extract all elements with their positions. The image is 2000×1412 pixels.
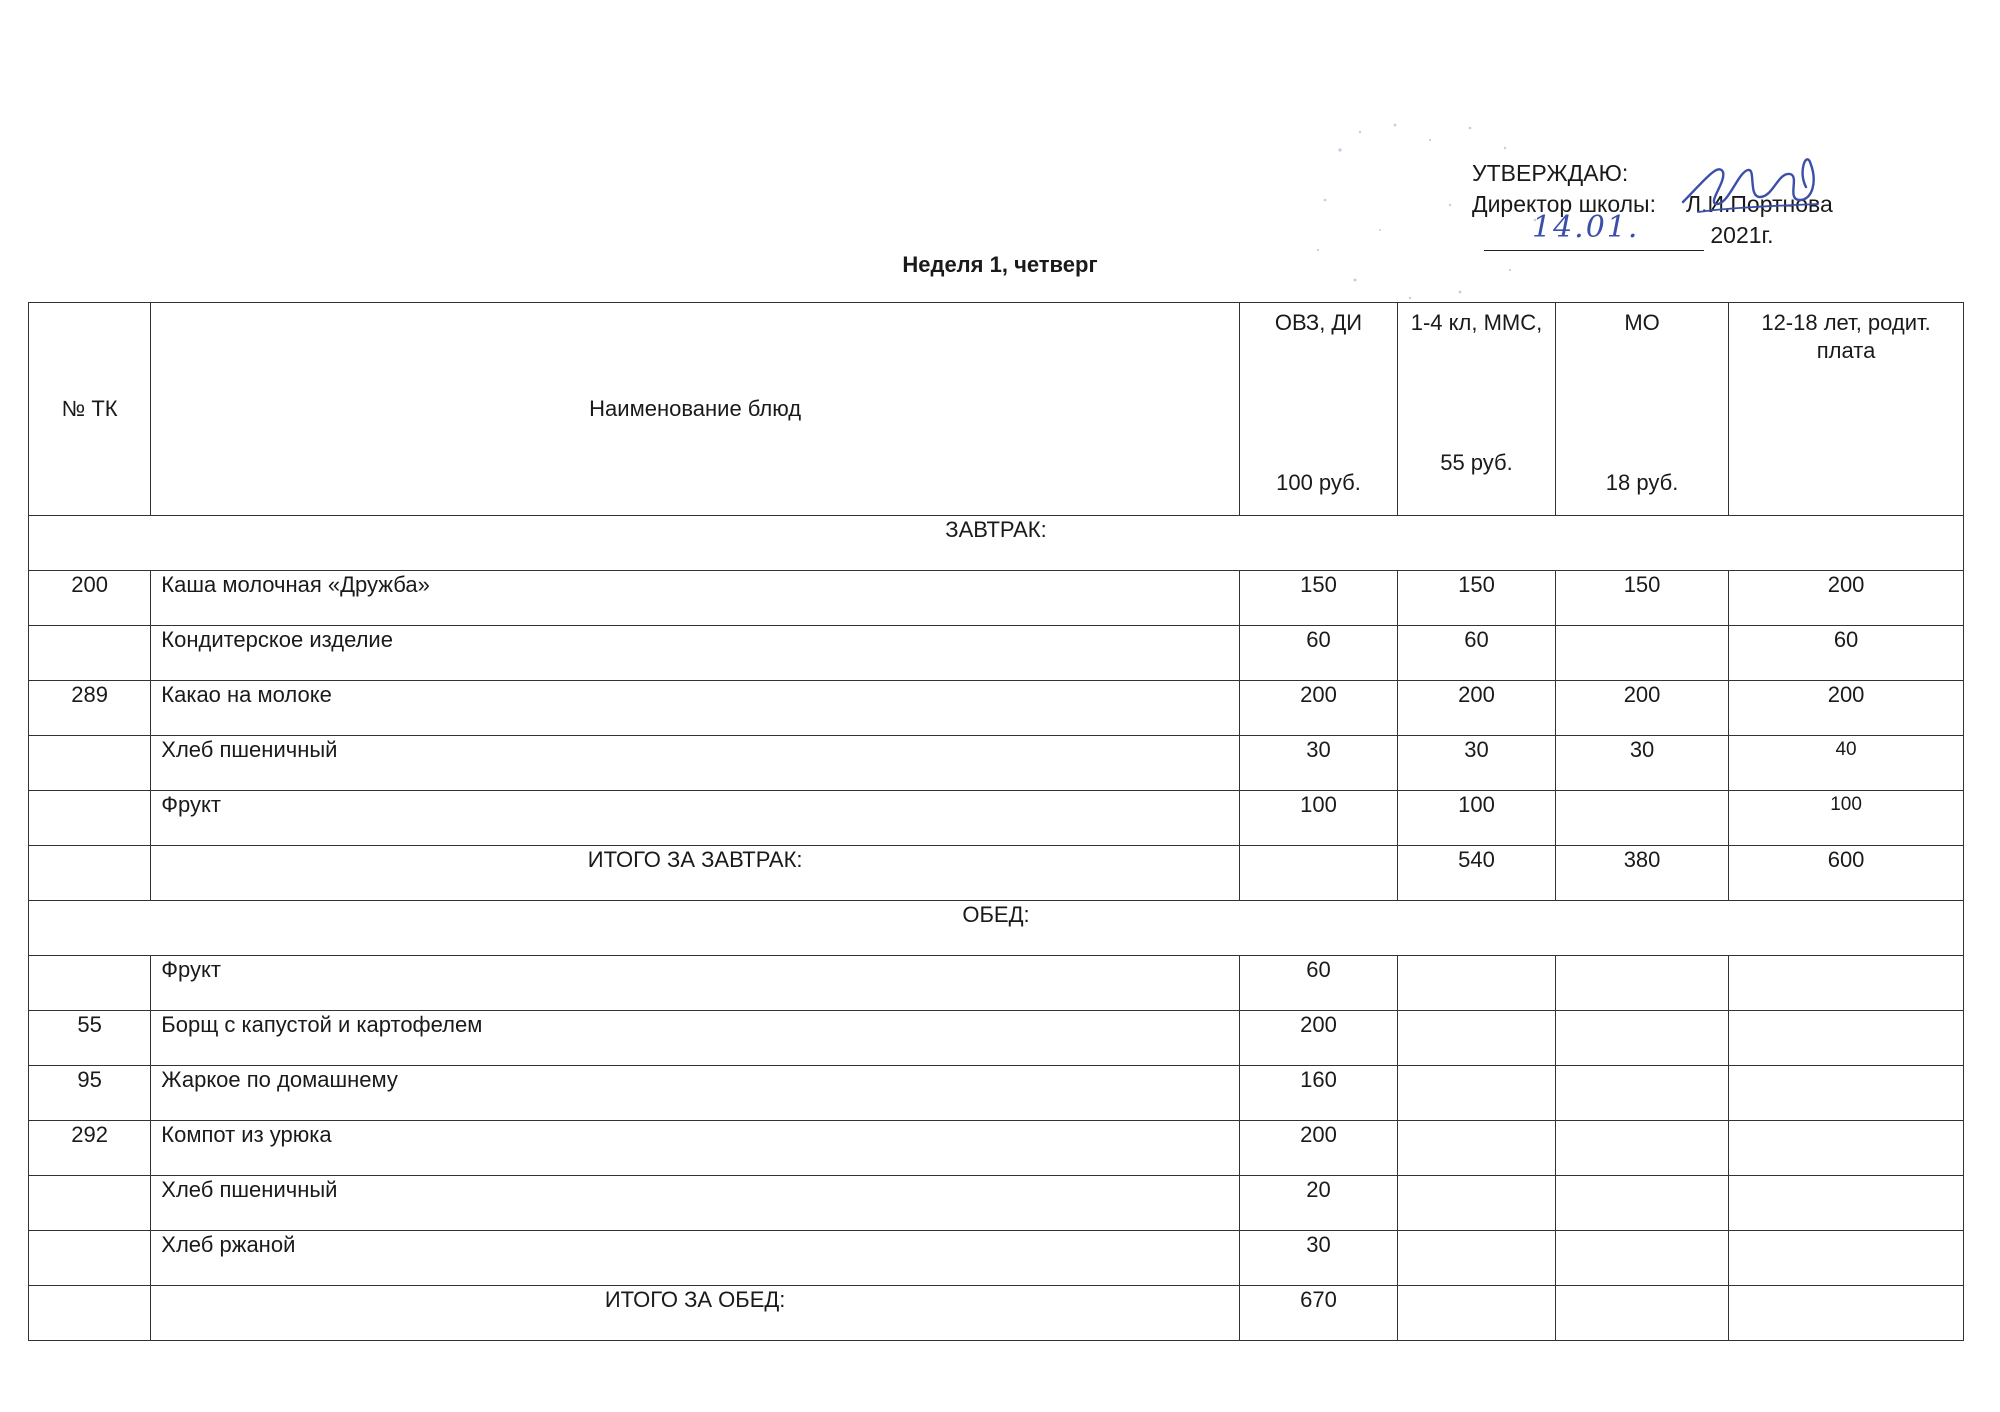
header-col2 [1397, 303, 1555, 516]
section-title-breakfast: ЗАВТРАК: [29, 516, 1964, 571]
total-value-cell [1397, 1286, 1555, 1341]
approval-year: 2021г. [1710, 222, 1774, 248]
handwritten-date: 14.01. [1532, 210, 1640, 245]
value-cell: 30 [1239, 1231, 1397, 1286]
dish-name-cell: Компот из урюка [151, 1121, 1240, 1176]
value-cell [1555, 1066, 1728, 1121]
table-row [29, 1231, 1964, 1286]
value-cell [1555, 1121, 1728, 1176]
value-cell [1729, 956, 1964, 1011]
tk-cell: 292 [29, 1121, 151, 1176]
table-header-row [29, 303, 1964, 516]
table-row [29, 571, 1964, 626]
section-row-lunch [29, 901, 1964, 956]
value-cell: 100 [1239, 791, 1397, 846]
header-col3-price: 18 руб. [1605, 470, 1679, 495]
tk-cell: 200 [29, 571, 151, 626]
header-col3-title: МО [1624, 310, 1660, 335]
value-cell [1729, 1011, 1964, 1066]
value-cell: 150 [1397, 571, 1555, 626]
header-col1 [1239, 303, 1397, 516]
section-row-breakfast [29, 516, 1964, 571]
tk-cell [29, 791, 151, 846]
total-value-cell [1729, 1286, 1964, 1341]
section-title-lunch: ОБЕД: [29, 901, 1964, 956]
value-cell: 150 [1239, 571, 1397, 626]
header-col4 [1729, 303, 1964, 516]
total-value-cell [1555, 1286, 1728, 1341]
header-col4-title: 12-18 лет, родит. плата [1761, 310, 1931, 363]
value-cell: 200 [1397, 681, 1555, 736]
director-label: Директор школы: [1472, 191, 1656, 217]
total-value-cell [1239, 846, 1397, 901]
table-row [29, 1066, 1964, 1121]
value-cell [1397, 1231, 1555, 1286]
value-cell: 30 [1239, 736, 1397, 791]
dish-name-cell: Фрукт [151, 791, 1240, 846]
signature-icon [1678, 142, 1828, 222]
value-cell: 60 [1239, 956, 1397, 1011]
dish-name-cell: Жаркое по домашнему [151, 1066, 1240, 1121]
table-row [29, 791, 1964, 846]
value-cell [1729, 1121, 1964, 1176]
table-row [29, 681, 1964, 736]
value-cell: 200 [1729, 571, 1964, 626]
dish-name-cell: Хлеб пшеничный [151, 736, 1240, 791]
tk-cell [29, 1231, 151, 1286]
table-row [29, 1176, 1964, 1231]
total-label-lunch: ИТОГО ЗА ОБЕД: [151, 1286, 1240, 1341]
page-title: Неделя 1, четверг [902, 252, 1098, 277]
tk-cell: 55 [29, 1011, 151, 1066]
value-cell [1555, 791, 1728, 846]
dish-name-cell: Борщ с капустой и картофелем [151, 1011, 1240, 1066]
value-cell [1397, 1066, 1555, 1121]
value-cell [1397, 1121, 1555, 1176]
value-cell: 40 [1729, 736, 1964, 791]
value-cell: 60 [1397, 626, 1555, 681]
value-cell: 160 [1239, 1066, 1397, 1121]
header-col1-price: 100 руб. [1276, 470, 1361, 495]
table-row [29, 626, 1964, 681]
value-cell: 200 [1239, 681, 1397, 736]
value-cell: 200 [1239, 1011, 1397, 1066]
tk-cell [29, 626, 151, 681]
value-cell [1397, 956, 1555, 1011]
value-cell [1555, 626, 1728, 681]
table-row [29, 1011, 1964, 1066]
date-line [1484, 210, 1704, 251]
header-name: Наименование блюд [151, 303, 1240, 516]
value-cell: 30 [1397, 736, 1555, 791]
total-label-breakfast: ИТОГО ЗА ЗАВТРАК: [151, 846, 1240, 901]
value-cell: 200 [1729, 681, 1964, 736]
value-cell [1555, 1011, 1728, 1066]
table-row [29, 956, 1964, 1011]
tk-cell [29, 1286, 151, 1341]
value-cell [1729, 1066, 1964, 1121]
table-row [29, 736, 1964, 791]
tk-cell [29, 1176, 151, 1231]
value-cell [1729, 1231, 1964, 1286]
total-row-lunch [29, 1286, 1964, 1341]
value-cell: 60 [1729, 626, 1964, 681]
tk-cell: 289 [29, 681, 151, 736]
value-cell [1555, 1176, 1728, 1231]
header-col1-title: ОВЗ, ДИ [1274, 310, 1363, 335]
dish-name-cell: Хлеб пшеничный [151, 1176, 1240, 1231]
dish-name-cell: Какао на молоке [151, 681, 1240, 736]
header-col3 [1555, 303, 1728, 516]
tk-cell [29, 956, 151, 1011]
value-cell: 20 [1239, 1176, 1397, 1231]
dish-name-cell: Фрукт [151, 956, 1240, 1011]
total-value-cell: 540 [1397, 846, 1555, 901]
header-tk: № ТК [29, 303, 151, 516]
dish-name-cell: Хлеб ржаной [151, 1231, 1240, 1286]
dish-name-cell: Каша молочная «Дружба» [151, 571, 1240, 626]
value-cell: 60 [1239, 626, 1397, 681]
total-row-breakfast [29, 846, 1964, 901]
total-value-cell: 380 [1555, 846, 1728, 901]
total-value-cell: 670 [1239, 1286, 1397, 1341]
value-cell: 200 [1555, 681, 1728, 736]
value-cell [1555, 956, 1728, 1011]
header-col2-title: 1-4 кл, ММС, [1410, 310, 1543, 335]
value-cell: 100 [1397, 791, 1555, 846]
value-cell: 100 [1729, 791, 1964, 846]
value-cell: 200 [1239, 1121, 1397, 1176]
value-cell [1555, 1231, 1728, 1286]
value-cell [1397, 1176, 1555, 1231]
value-cell [1397, 1011, 1555, 1066]
table-row [29, 1121, 1964, 1176]
value-cell: 30 [1555, 736, 1728, 791]
tk-cell: 95 [29, 1066, 151, 1121]
header-col2-price: 55 руб. [1440, 450, 1513, 475]
approve-label: УТВЕРЖДАЮ: [1472, 160, 1629, 186]
director-name: Л.И.Портнова [1686, 191, 1833, 217]
menu-table [28, 302, 1964, 1341]
dish-name-cell: Кондитерское изделие [151, 626, 1240, 681]
tk-cell [29, 736, 151, 791]
total-value-cell: 600 [1729, 846, 1964, 901]
value-cell [1729, 1176, 1964, 1231]
tk-cell [29, 846, 151, 901]
value-cell: 150 [1555, 571, 1728, 626]
